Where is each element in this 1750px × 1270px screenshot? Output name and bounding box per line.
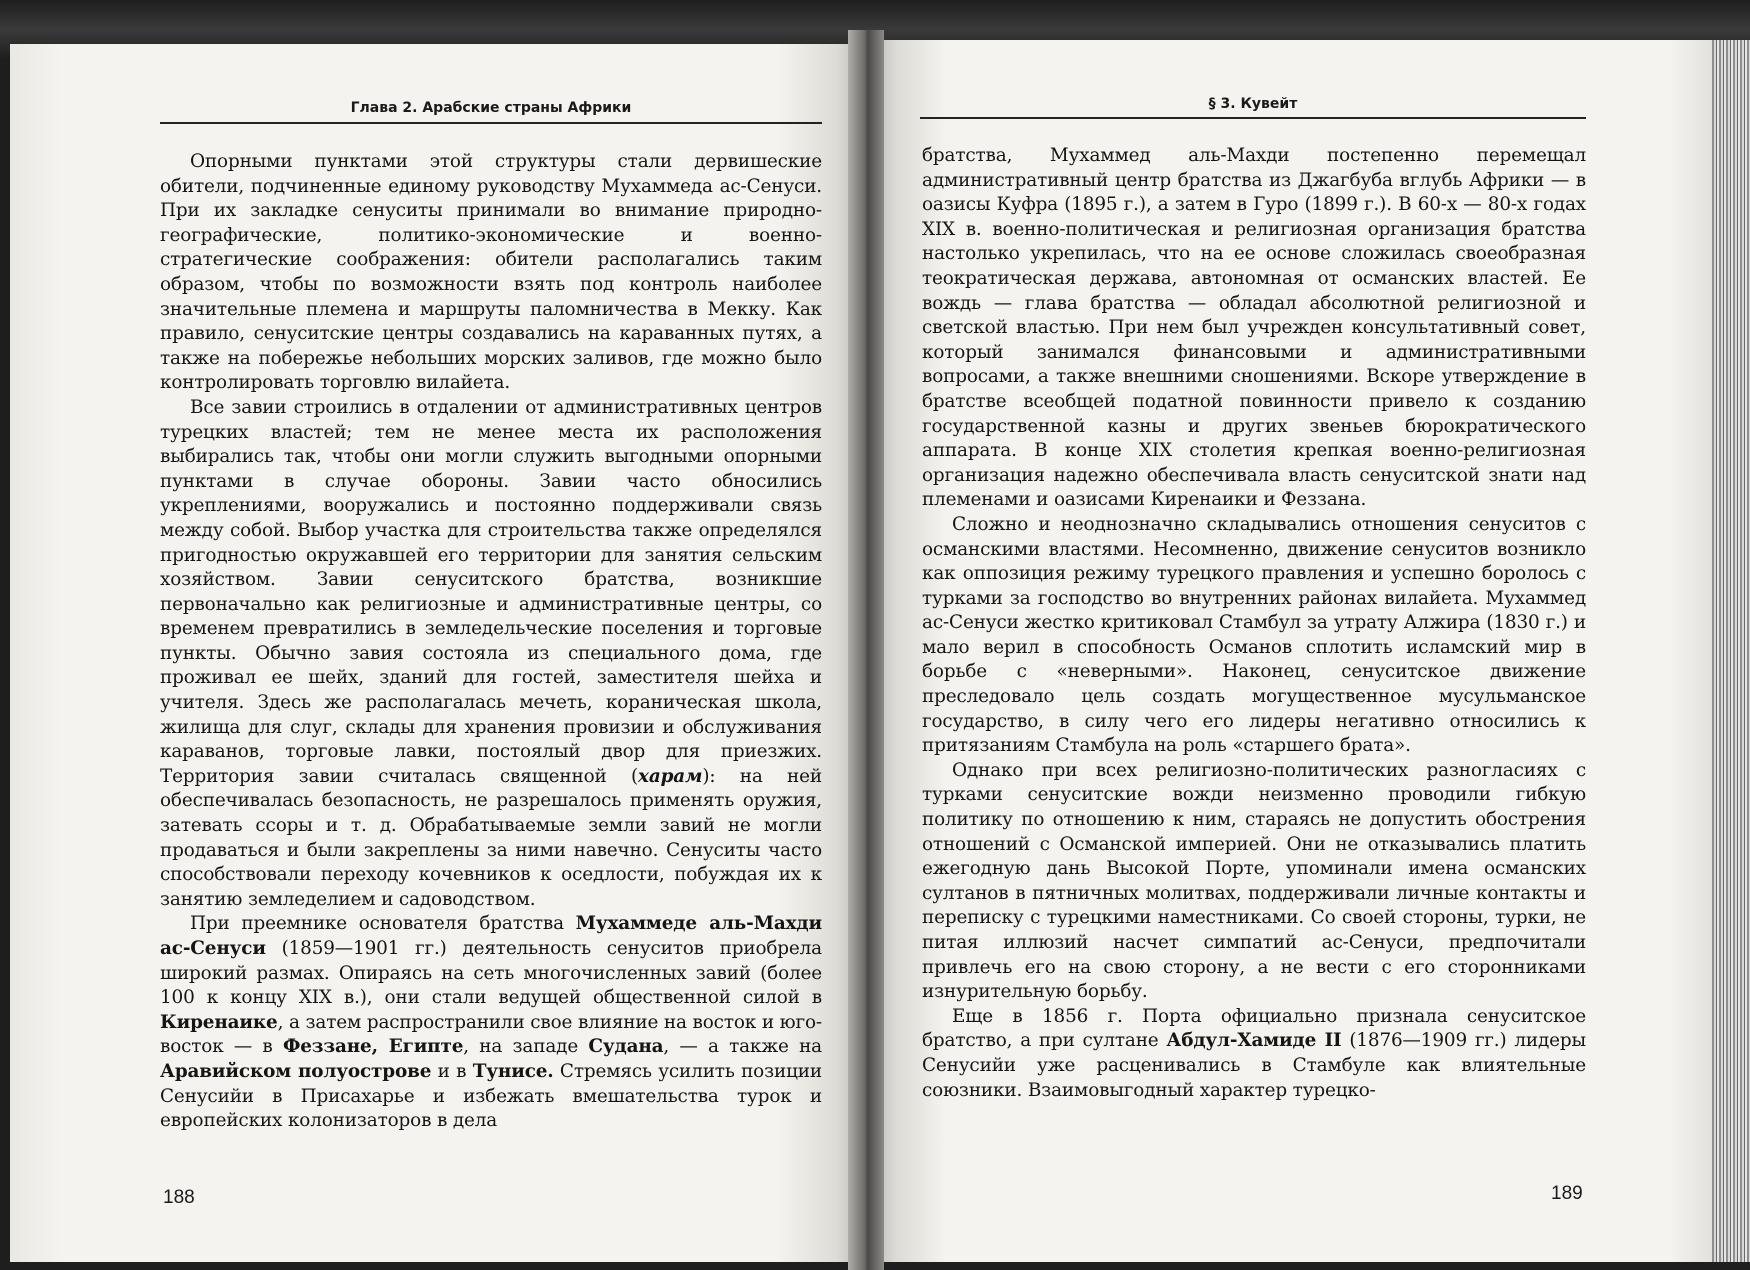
emphasized-term: Мухаммеде аль-Махди ас-Сенуси [160, 913, 823, 959]
text-run: (1859—1901 гг.) деятельность сенуситов приобрела широкий размах. Опираясь на сеть многочисленных завий (более 100 к концу XIX в.), они стали ведущей общественной силой в [160, 938, 822, 1009]
text-run: Еще в 1856 г. Порта официально признала сенуситское братство, а при султане [922, 1005, 1586, 1052]
text-run: Опорными пунктами этой структуры стали дервишеские обители, подчиненные единому руководству Мухаммеда ас-Сенуси. При их закладке сенуситы принимали во внимание природно-географические, политико-экономические и военно-стратегические соображения: обители располагались таким образом, чтобы по возможности взять под контроль наиболее значительные племена и маршруты паломничества в Мекку. Как правило, сенуситские центры создавались на караванных путях, а также на побережье небольших морских заливов, где можно было контролировать торговлю вилайета. [160, 151, 822, 394]
emphasized-term: Судана [588, 1036, 664, 1058]
text-run: , на западе [463, 1036, 589, 1058]
paragraph [922, 1005, 1586, 1103]
book-gutter [848, 30, 884, 1270]
text-run: , — а также на [663, 1036, 822, 1058]
left-page-header: Глава 2. Арабские страны Африки [350, 100, 632, 116]
text-run: ): на ней обеспечивалась безопасность, не разрешалось применять оружия, затевать ссоры и т. д. Обрабатываемые земли завий не могли продаваться и были закреплены за ними навечно. Сенуситы часто способствовали переходу кочевников к оседлости, побуждая их к занятию земледелием и садоводством. [160, 765, 822, 910]
paragraph [160, 150, 822, 396]
text-run: Сложно и неоднозначно складывались отношения сенуситов с османскими властями. Несомненно, движение сенуситов возникло как оппозиция режиму турецкого правления и успешно боролось с турками за господство во внутренних районах вилайета. Мухаммед ас-Сенуси жестко критиковал Стамбул за утрату Алжира (1830 г.) и мало верил в способность Османов сплотить исламский мир в борьбе с «неверными». Наконец, сенуситское движение преследовало цель создать могущественное мусульманское государство, в силу чего его лидеры негативно относились к притязаниям Стамбула на роль «старшего брата». [922, 513, 1586, 757]
text-run: Стремясь усилить позиции Сенусийи в Присахарье и избежать вмешательства турок и европейских колонизаторов в дела [160, 1060, 822, 1132]
text-run: Все завии строились в отдалении от административных центров турецких властей; тем не менее места их расположения выбирались так, чтобы они могли служить выгодными опорными пунктами в случае обороны. Завии часто обносились укреплениями, вооружались и постоянно поддерживали связь между собой. Выбор участка для строительства также определялся пригодностью окружавшей его территории для занятия сельским хозяйством. Завии сенуситского братства, возникшие первоначально как религиозные и административные центры, со временем превратились в земледельческие поселения и торговые пункты. Обычно завия состояла из специального дома, где проживал ее шейх, зданий для гостей, заместителя шейха и учителя. Здесь же располагалась мечеть, кораническая школа, жилища для слуг, склады для хранения провизии и обслуживания караванов, торговые лавки, постоялый двор для приезжих. Территория завии считалась священной ( [160, 396, 822, 787]
text-run: , а затем распространили свое влияние на восток и юго-восток — в [160, 1011, 822, 1058]
right-header-rule [920, 117, 1586, 119]
page-edges [1712, 40, 1750, 1262]
right-page-header: § 3. Кувейт [1208, 96, 1298, 112]
right-page-body [922, 144, 1586, 1158]
paragraph [922, 144, 1586, 513]
text-run: При преемнике основателя братства [190, 913, 576, 935]
paragraph [160, 396, 822, 912]
text-run: братства, Мухаммед аль-Махди постепенно перемещал административный центр братства из Джагбуба вглубь Африки — в оазисы Куфра (1895 г.), а затем в Гуро (1899 г.). В 60-х — 80-х годах XIX в. военно-политическая и религиозная организация братства настолько укрепилась, что на ее основе сложилась своеобразная теократическая держава, автономная от османских властей. Ее вождь — глава братства — обладал абсолютной религиозной и светской властью. При нем был учрежден консультативный совет, который занимался финансовыми и административными вопросами, а также внешними сношениями. Вскоре утверждение в братстве всеобщей податной повинности привело к созданию государственной казны и других звеньев бюрократического аппарата. В конце XIX столетия крепкая военно-религиозная организация надежно обеспечивала власть сенуситской знати над племенами и оазисами Киренаики и Феззана. [922, 145, 1586, 511]
paragraph [160, 912, 822, 1133]
emphasized-term: харам [638, 765, 703, 787]
left-header-rule [160, 122, 822, 124]
text-run: (1876—1909 гг.) лидеры Сенусийи уже расценивались в Стамбуле как влиятельные союзники. Взаимовыгодный характер турецко- [922, 1030, 1586, 1101]
emphasized-term: Абдул-Хамиде II [1166, 1030, 1342, 1052]
left-page-number: 188 [163, 1187, 195, 1208]
left-page-body [160, 150, 822, 1160]
paragraph [922, 513, 1586, 759]
emphasized-term: Киренаике [160, 1011, 278, 1033]
text-run: Однако при всех религиозно-политических разногласиях с турками сенуситские вожди неизменно проводили гибкую политику по отношению к ним, стараясь не допустить обострения отношений с Османской империей. Они не отказывались платить ежегодную дань Высокой Порте, упоминали имена османских султанов в пятничных молитвах, поддерживали личные контакты и переписку с турецкими наместниками. Со своей стороны, турки, не питая иллюзий насчет симпатий ас-Сенуси, предпочитали привлечь его на свою сторону, а не вести с его сторонниками изнурительную борьбу. [922, 759, 1586, 1003]
emphasized-term: Аравийском полуострове [160, 1060, 432, 1082]
text-run: и в [431, 1060, 473, 1082]
paragraph [922, 759, 1586, 1005]
emphasized-term: Тунисе. [472, 1060, 554, 1082]
emphasized-term: Феззане, Египте [282, 1036, 464, 1058]
right-page-number: 189 [1551, 1183, 1583, 1204]
